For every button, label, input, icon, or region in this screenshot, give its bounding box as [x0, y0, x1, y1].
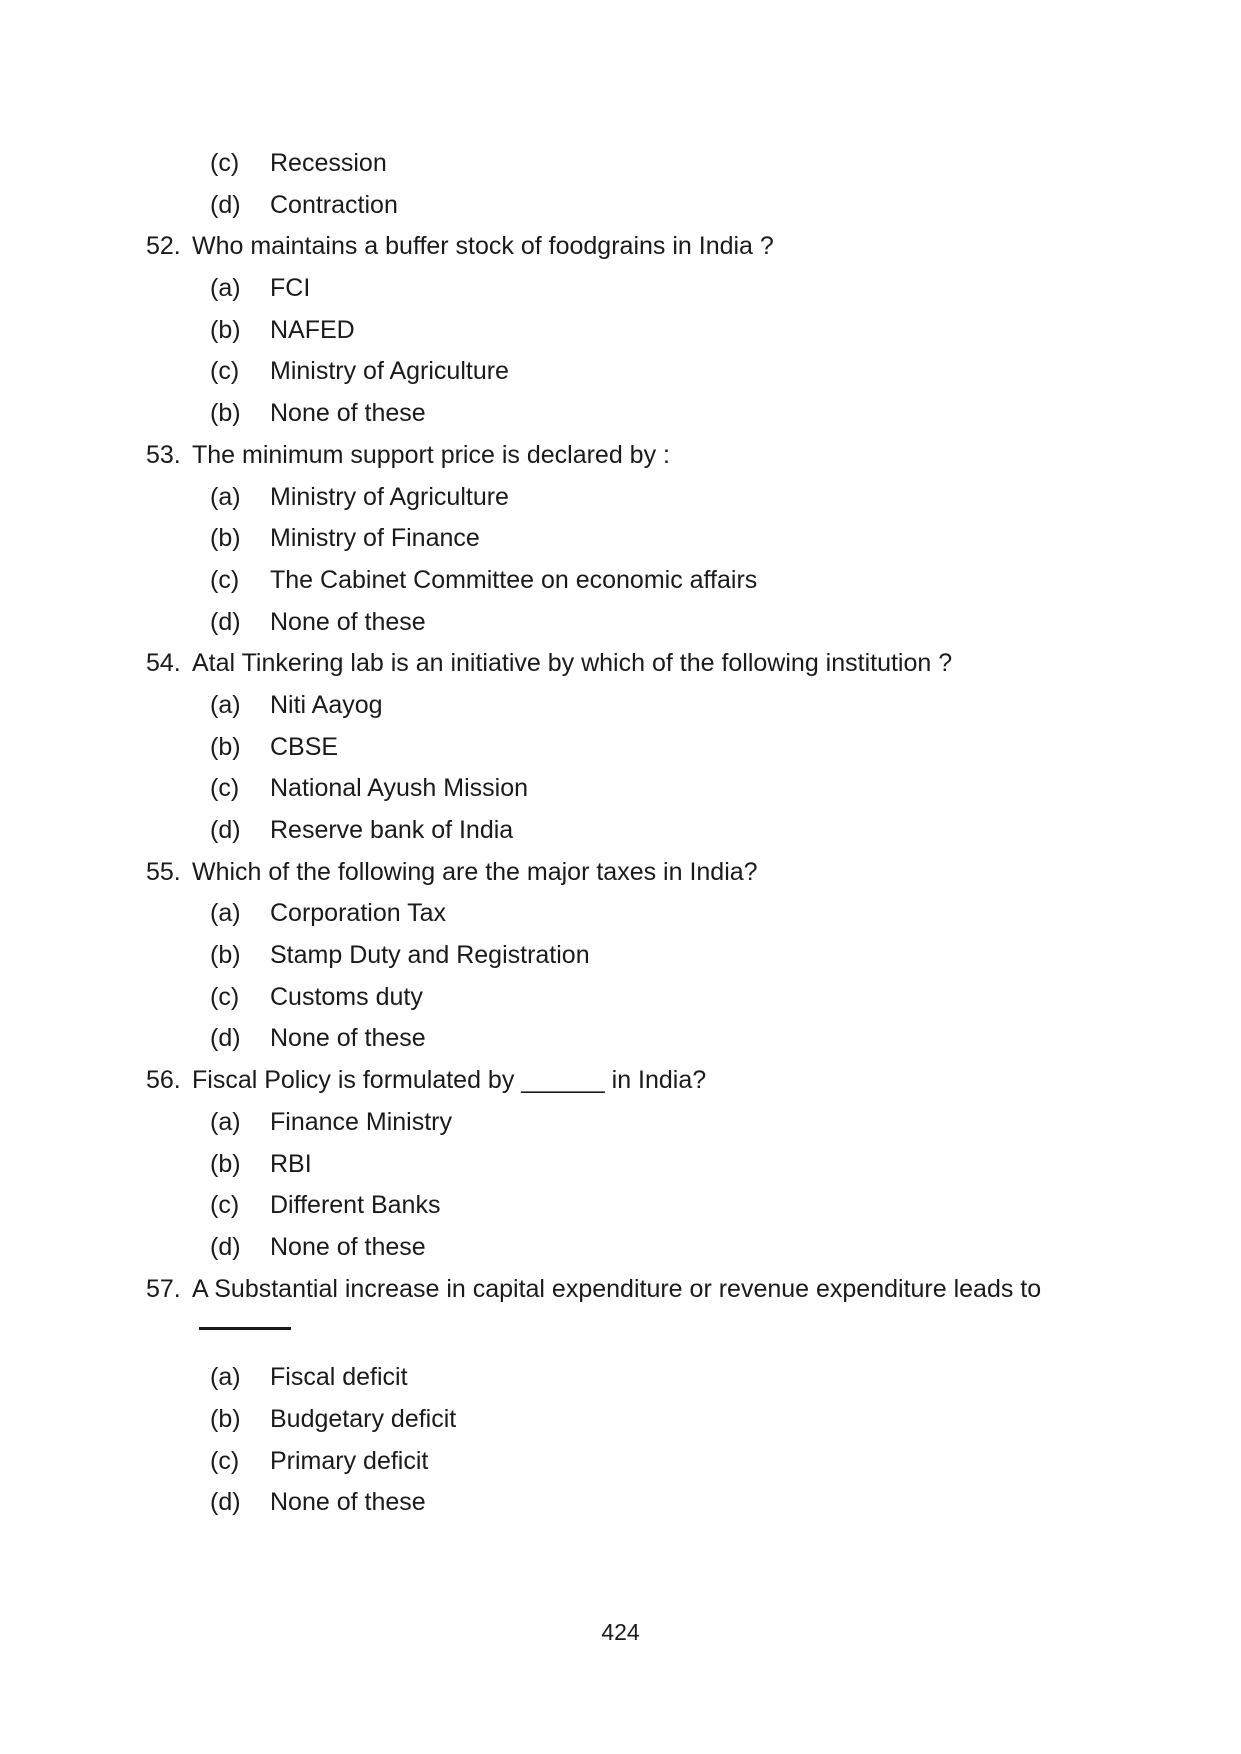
option-text: None of these	[270, 607, 426, 636]
question-number: 52.	[146, 232, 181, 261]
option-row	[146, 393, 1211, 435]
option-row	[146, 185, 1211, 227]
option-row	[146, 560, 1211, 602]
option-letter: (b)	[210, 524, 241, 553]
option-letter: (c)	[210, 982, 240, 1011]
option-row	[146, 268, 1211, 310]
option-row	[146, 1399, 1211, 1441]
option-row	[146, 518, 1211, 560]
option-row	[146, 1441, 1211, 1483]
option-letter: (b)	[210, 315, 241, 344]
option-letter: (b)	[210, 941, 241, 970]
option-text: Fiscal deficit	[270, 1363, 408, 1392]
option-text: None of these	[270, 399, 426, 428]
option-text: NAFED	[270, 315, 355, 344]
option-row	[146, 810, 1211, 852]
option-text: Recession	[270, 149, 387, 177]
option-text: National Ayush Mission	[270, 774, 529, 803]
option-letter: (d)	[210, 816, 241, 844]
option-row	[146, 602, 1211, 644]
option-text: Customs duty	[270, 982, 423, 1011]
option-letter: (c)	[210, 774, 240, 803]
option-row	[146, 1482, 1211, 1524]
question-blank-row	[146, 1327, 1211, 1357]
option-text: The Cabinet Committee on economic affairs	[270, 565, 758, 594]
option-text: Budgetary deficit	[270, 1404, 457, 1433]
question-row	[146, 852, 1211, 894]
option-letter: (b)	[210, 732, 241, 761]
option-letter: (c)	[210, 1191, 240, 1220]
option-text: FCI	[270, 274, 311, 303]
option-row	[146, 1144, 1211, 1186]
option-letter: (c)	[210, 357, 240, 386]
question-row	[146, 1269, 1211, 1311]
option-letter: (a)	[210, 1107, 241, 1136]
question-text: Atal Tinkering lab is an initiative by which of the following institution ?	[192, 649, 953, 678]
option-letter: (a)	[210, 482, 241, 511]
option-row	[146, 351, 1211, 393]
option-letter: (a)	[210, 274, 241, 303]
page-number: 424	[601, 1619, 640, 1645]
option-text: None of these	[270, 1488, 426, 1517]
option-text: Finance Ministry	[270, 1107, 452, 1136]
option-row	[146, 1018, 1211, 1060]
option-row	[146, 685, 1211, 727]
option-letter: (a)	[210, 690, 241, 719]
question-number: 57.	[146, 1274, 181, 1303]
option-letter: (d)	[210, 1024, 241, 1053]
option-row	[146, 768, 1211, 810]
option-text: Primary deficit	[270, 1446, 429, 1475]
question-row	[146, 435, 1211, 477]
option-text: Reserve bank of India	[270, 816, 514, 844]
question-number: 55.	[146, 857, 181, 886]
question-row	[146, 1060, 1211, 1102]
option-row	[146, 1102, 1211, 1144]
option-text: CBSE	[270, 732, 339, 761]
question-text: A Substantial increase in capital expenditure or revenue expenditure leads to	[192, 1274, 1042, 1303]
option-text: None of these	[270, 1232, 426, 1261]
option-row	[146, 977, 1211, 1019]
option-letter: (a)	[210, 1363, 241, 1392]
question-text: The minimum support price is declared by :	[192, 440, 670, 469]
option-text: Niti Aayog	[270, 690, 383, 719]
option-letter: (d)	[210, 1232, 241, 1261]
fill-in-blank	[199, 1327, 291, 1330]
question-row	[146, 226, 1211, 268]
option-letter: (d)	[210, 190, 241, 219]
option-row	[146, 1357, 1211, 1399]
option-text: RBI	[270, 1149, 312, 1178]
option-row	[146, 893, 1211, 935]
option-text: Ministry of Agriculture	[270, 482, 509, 511]
question-text: Who maintains a buffer stock of foodgrains in India ?	[192, 232, 774, 261]
option-text: Ministry of Agriculture	[270, 357, 509, 386]
question-number: 56.	[146, 1066, 181, 1095]
option-text: Contraction	[270, 190, 398, 219]
option-letter: (d)	[210, 1488, 241, 1517]
option-letter: (b)	[210, 399, 241, 428]
question-row	[146, 643, 1211, 685]
option-text: Different Banks	[270, 1191, 441, 1220]
option-text: Stamp Duty and Registration	[270, 941, 590, 970]
option-text: Ministry of Finance	[270, 524, 480, 553]
option-letter: (c)	[210, 565, 240, 594]
question-number: 54.	[146, 649, 181, 678]
option-row	[146, 727, 1211, 769]
question-number: 53.	[146, 440, 181, 469]
option-text: None of these	[270, 1024, 426, 1053]
option-row	[146, 310, 1211, 352]
option-letter: (b)	[210, 1404, 241, 1433]
option-letter: (b)	[210, 1149, 241, 1178]
question-text: Fiscal Policy is formulated by ______ in India?	[192, 1066, 707, 1095]
option-row	[146, 1185, 1211, 1227]
page-footer	[0, 1611, 1241, 1653]
option-row	[146, 143, 1211, 185]
option-letter: (c)	[210, 149, 240, 177]
question-text: Which of the following are the major taxes in India?	[192, 857, 758, 886]
option-letter: (c)	[210, 1446, 240, 1475]
option-row	[146, 1227, 1211, 1269]
option-row	[146, 935, 1211, 977]
option-text: Corporation Tax	[270, 899, 447, 928]
option-letter: (d)	[210, 607, 241, 636]
option-letter: (a)	[210, 899, 241, 928]
option-row	[146, 477, 1211, 519]
